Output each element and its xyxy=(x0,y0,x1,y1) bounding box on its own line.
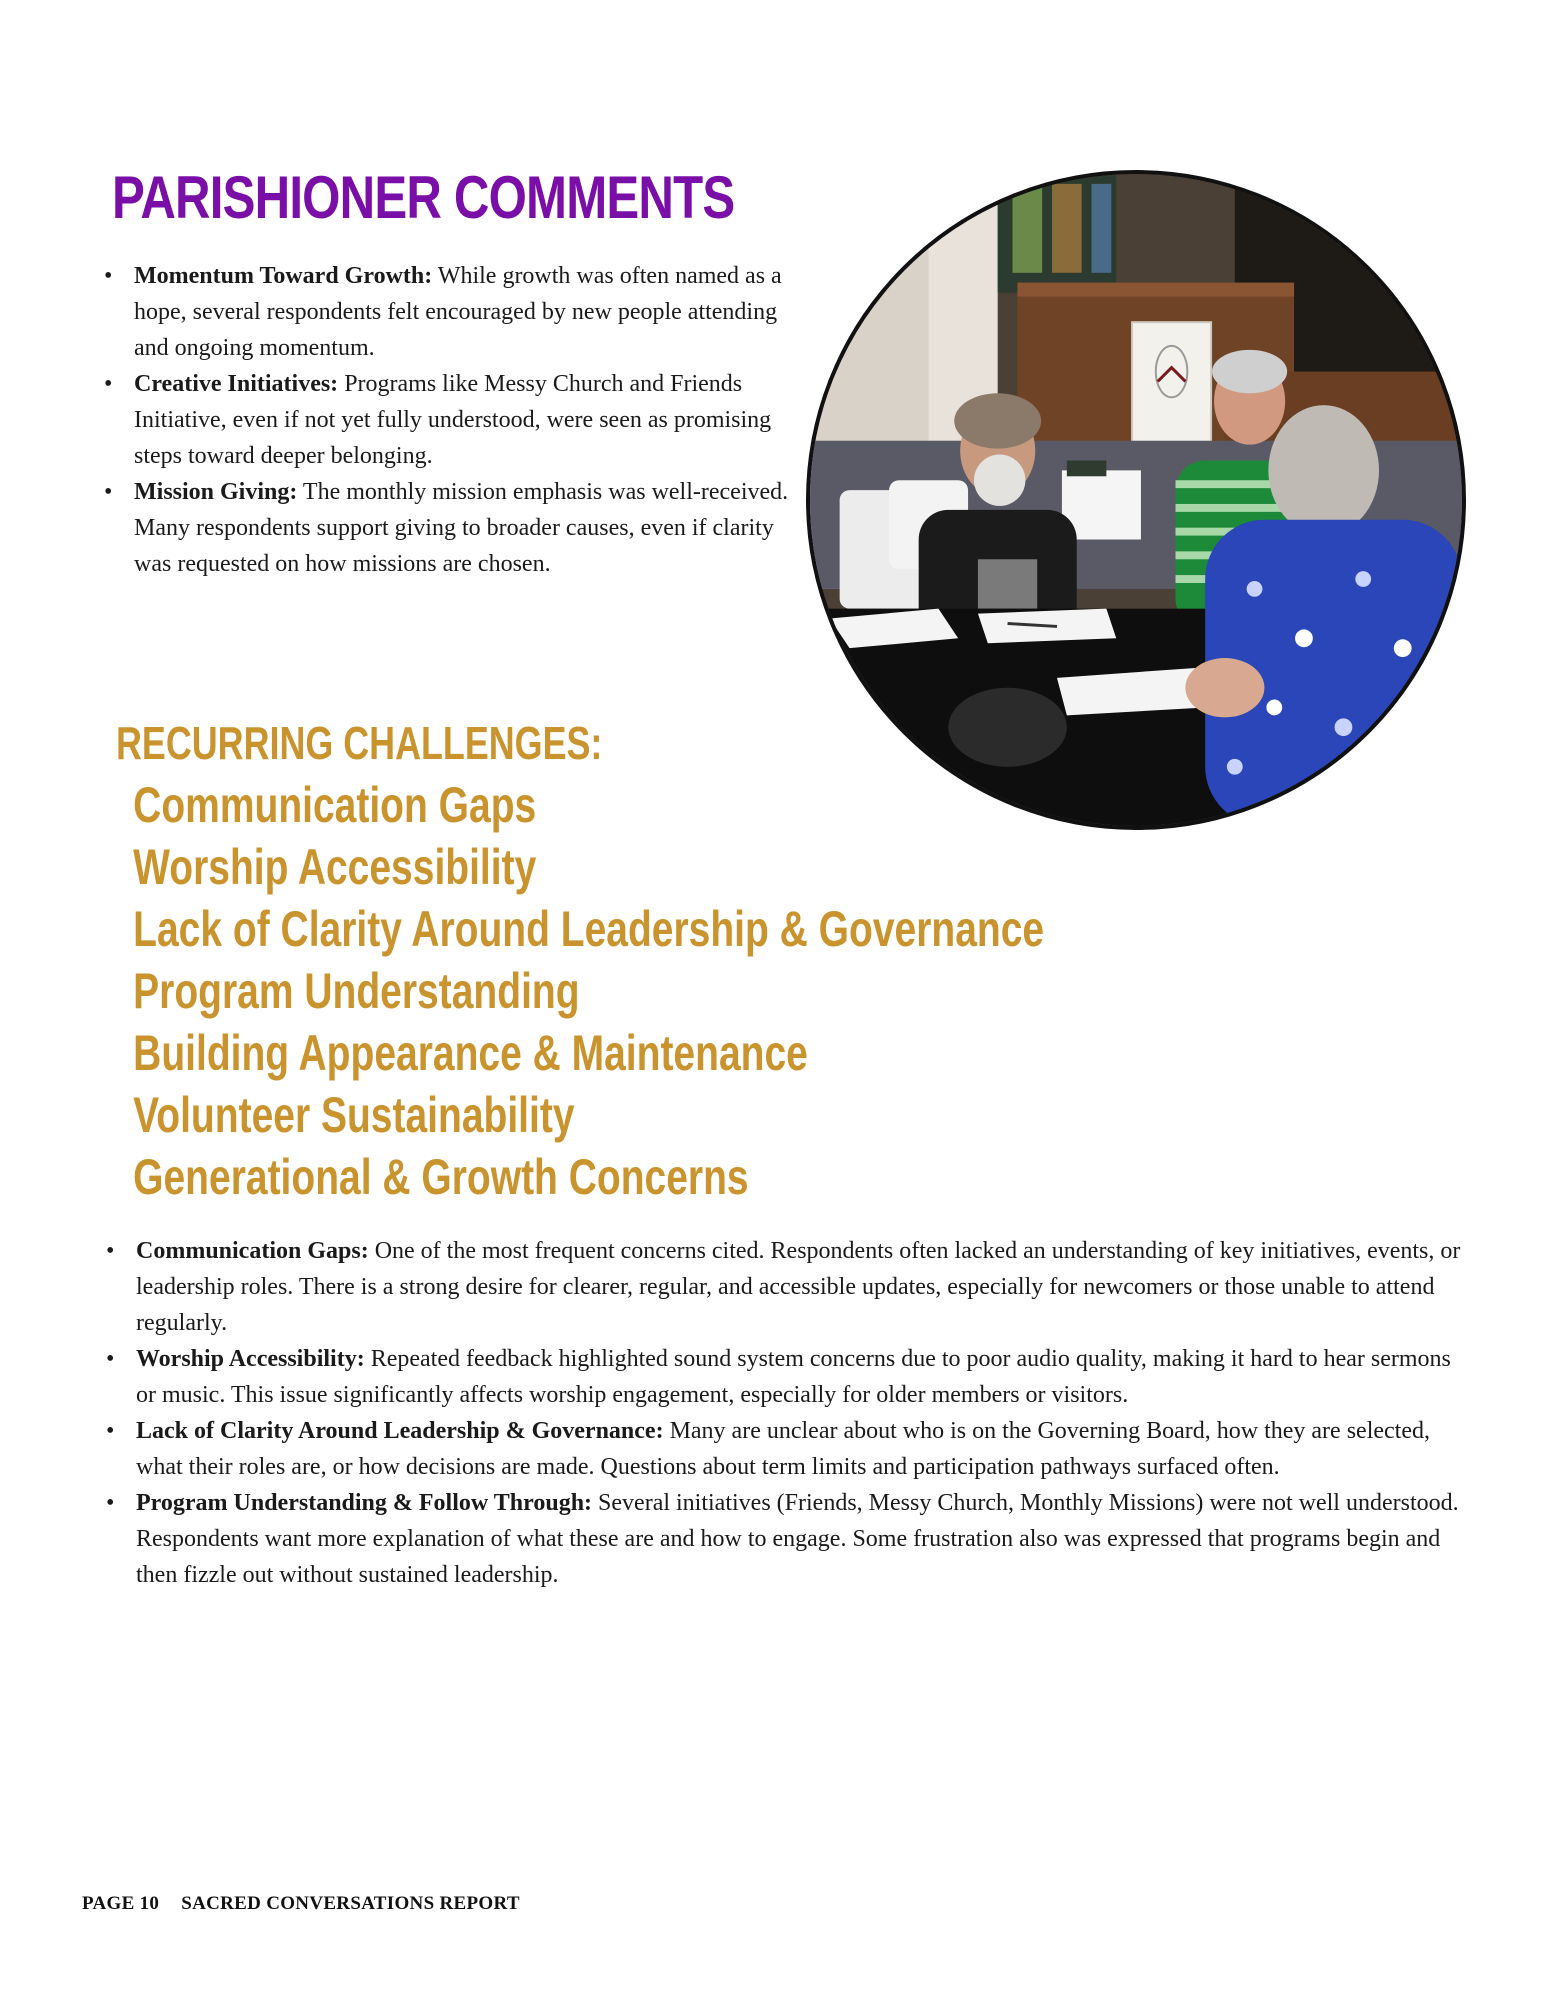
comment-text: While growth was often named as a hope, several respondents felt encouraged by new people attending and ongoing momentum. xyxy=(134,263,782,361)
detail-label: Communication Gaps: xyxy=(136,1238,369,1264)
comment-text: The monthly mission emphasis was well-received. Many respondents support giving to broader causes, even if clarity was requested on how missions are chosen. xyxy=(134,479,789,577)
detail-item xyxy=(136,1485,1476,1593)
comment-label: Momentum Toward Growth: xyxy=(134,263,433,289)
detail-text: One of the most frequent concerns cited. Respondents often lacked an understanding of key initiatives, events, or leadership roles. There is a strong desire for clearer, regular, and accessible updates, especially for newcomers or those unable to attend regularly. xyxy=(136,1238,1461,1336)
comment-label: Creative Initiatives: xyxy=(134,371,339,397)
detail-item xyxy=(136,1413,1476,1485)
challenge-item: Generational & Growth Concerns xyxy=(133,1149,749,1205)
parishioner-comments-list xyxy=(104,258,814,582)
detail-text: Repeated feedback highlighted sound system concerns due to poor audio quality, making it hard to hear sermons or music. This issue significantly affects worship engagement, especially for older members or visitors. xyxy=(136,1346,1451,1408)
recurring-challenges xyxy=(116,712,1044,1208)
page-number: PAGE 10 xyxy=(82,1893,160,1914)
comment-item xyxy=(134,474,814,582)
detail-label: Worship Accessibility: xyxy=(136,1346,365,1372)
challenge-item: Communication Gaps xyxy=(133,777,537,833)
page-footer xyxy=(82,1893,520,1915)
detail-item xyxy=(136,1233,1476,1341)
comment-item xyxy=(134,366,814,474)
detail-text: Many are unclear about who is on the Governing Board, how they are selected, what their roles are, or how decisions are made. Questions about term limits and participation pathways surfaced often. xyxy=(136,1418,1430,1480)
report-title: SACRED CONVERSATIONS REPORT xyxy=(181,1893,520,1914)
challenge-item: Program Understanding xyxy=(133,963,580,1019)
comment-text: Programs like Messy Church and Friends Initiative, even if not yet fully understood, were seen as promising steps toward deeper belonging. xyxy=(134,371,772,469)
detail-label: Program Understanding & Follow Through: xyxy=(136,1490,593,1516)
detail-item xyxy=(136,1341,1476,1413)
comment-label: Mission Giving: xyxy=(134,479,298,505)
detail-text: Several initiatives (Friends, Messy Church, Monthly Missions) were not well understood. Respondents want more explanation of what these are and how to engage. Some frustration also was expressed that programs begin and then fizzle out without sustained leadership. xyxy=(136,1490,1459,1588)
challenge-details-list xyxy=(106,1233,1476,1593)
detail-label: Lack of Clarity Around Leadership & Governance: xyxy=(136,1418,664,1444)
comment-item xyxy=(134,258,814,366)
challenge-item: Building Appearance & Maintenance xyxy=(133,1025,808,1081)
challenge-item: Lack of Clarity Around Leadership & Governance xyxy=(133,901,1045,957)
challenges-title: RECURRING CHALLENGES: xyxy=(116,717,603,769)
challenge-item: Volunteer Sustainability xyxy=(133,1087,575,1143)
challenge-item: Worship Accessibility xyxy=(133,839,537,895)
page-heading: PARISHIONER COMMENTS xyxy=(112,164,735,231)
challenges-list xyxy=(116,774,1044,1208)
